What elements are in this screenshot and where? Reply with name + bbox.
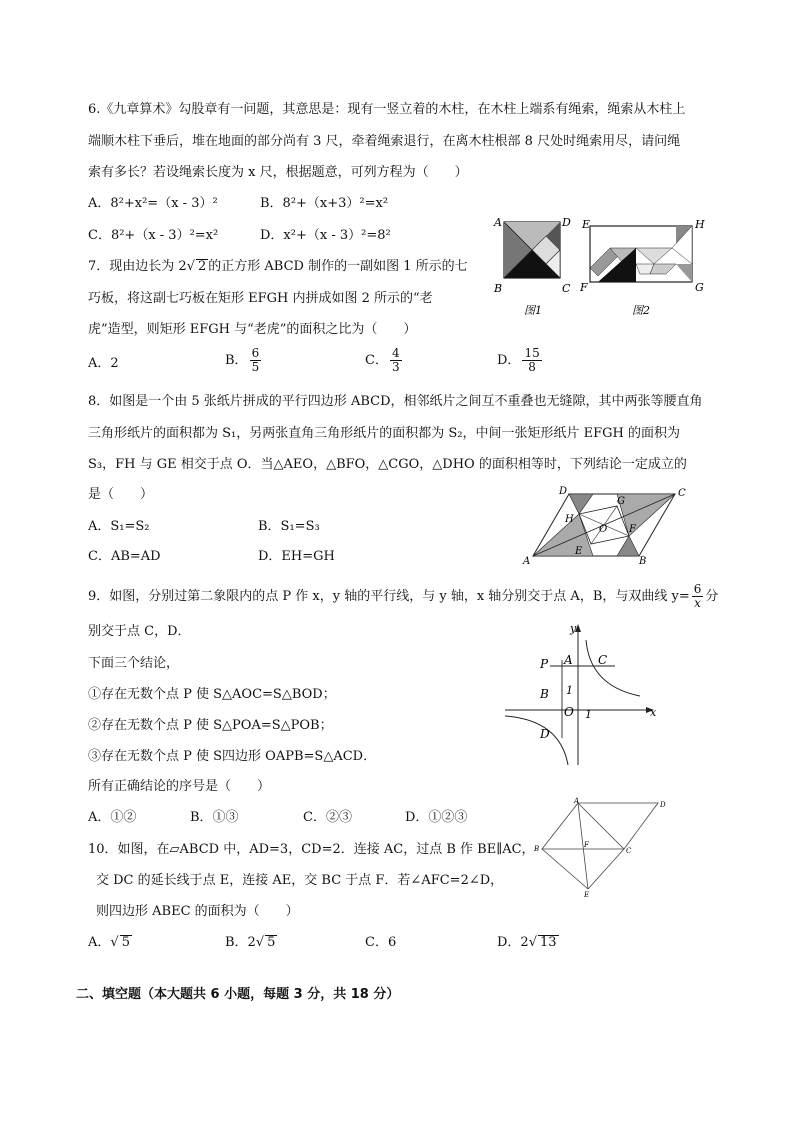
q7-sqrt: √ 2	[186, 259, 207, 274]
fig10-label-e: E	[584, 891, 590, 899]
hyperbola-figure	[500, 620, 665, 768]
q9-conclusion-3: ③存在无数个点 P 使 S四边形 OAPB=S△ACD．	[88, 749, 377, 764]
q8-line2: 三角形纸片的面积都为 S₁，另两张直角三角形纸片的面积都为 S₂，中间一张矩形纸片 EFGH 的面积为	[88, 426, 680, 441]
parallelogram-figure	[515, 484, 695, 566]
fig9-label-o: O	[564, 705, 574, 719]
fig8-label-c: C	[678, 488, 686, 499]
q6-option-a: A．8²+x²=（x - 3）²	[88, 196, 218, 211]
fig9-axis-y: y	[570, 622, 577, 635]
q9-line1	[88, 583, 718, 610]
fig9-axis-x: x	[650, 706, 657, 719]
fig8-label-b: B	[639, 556, 647, 566]
q9-line1-a: 9．如图，分别过第二象限内的点 P 作 x，y 轴的平行线，与 y 轴，x 轴分别交于点 A，B，与双曲线 y=	[88, 589, 690, 604]
q6-line1: 6.《九章算术》勾股章有一问题，其意思是：现有一竖立着的木柱，在木柱上端系有绳索，绳索从木柱上	[88, 102, 686, 117]
fig8-label-d: D	[559, 486, 568, 497]
tangram-square-figure	[493, 216, 571, 317]
fig9-label-a: A	[564, 653, 573, 667]
q6-line2: 端顺木柱下垂后，堆在地面的部分尚有 3 尺，牵着绳索退行，在离木柱根部 8 尺处时绳索用尽，请问绳	[88, 134, 681, 149]
fig10-label-c: C	[626, 847, 632, 855]
fig1-label-b: B	[494, 282, 503, 295]
tangram-figures	[490, 212, 715, 324]
q9-line7: 所有正确结论的序号是（ ）	[88, 779, 271, 794]
fig10-label-d: D	[660, 801, 666, 809]
q10-line1: 10．如图，在▱ABCD 中，AD=3，CD=2．连接 AC，过点 B 作 BE∥AC，	[88, 842, 535, 857]
q8-line4: 是（ ）	[88, 487, 154, 502]
q10-option-d: D．2√ 13	[497, 935, 557, 950]
q10-option-c: C．6	[365, 935, 397, 950]
q7-line1	[88, 258, 468, 276]
fig8-label-f: F	[629, 524, 636, 535]
fig8-label-e: E	[575, 546, 583, 557]
fig10-label-a: A	[574, 797, 580, 805]
q9-line2: 别交于点 C，D．	[88, 624, 191, 639]
q9-line1-b: 分	[705, 589, 719, 604]
fig8-label-h: H	[565, 514, 574, 525]
fig1-label-d: D	[562, 216, 571, 229]
q9-conclusion-1: ①存在无数个点 P 使 S△AOC=S△BOD；	[88, 687, 336, 702]
q6-option-b: B．8²+（x+3）²=x²	[260, 196, 389, 211]
fig9-label-b: B	[540, 687, 549, 701]
fig2-label-g: G	[695, 281, 704, 294]
q7-option-a: A．2	[88, 356, 119, 371]
section-heading-fill-in: 二、填空题（本大题共 6 小题，每题 3 分，共 18 分）	[76, 987, 400, 1002]
q10-line3: 则四边形 ABEC 的面积为（ ）	[96, 904, 299, 919]
q9-fraction: $\frac{6}{x}$	[693, 582, 702, 610]
q8-option-b: B．S₁=S₃	[258, 519, 320, 534]
q10-line2: 交 DC 的延长线于点 E，连接 AE，交 BC 于点 F．若∠AFC=2∠D，	[96, 873, 504, 888]
fig8-label-a: A	[523, 556, 531, 566]
tiger-rectangle-figure	[579, 218, 705, 317]
parallelogram-abcd-figure	[530, 795, 675, 900]
fig1-caption: 图1	[524, 304, 542, 317]
fig9-tick-y: 1	[566, 684, 573, 697]
fig8-label-g: G	[617, 496, 625, 507]
q9-option-b: B．①③	[190, 810, 239, 825]
fig2-caption: 图2	[632, 304, 650, 317]
q10-option-b: B．2√ 5	[225, 935, 276, 950]
fig2-label-f: F	[580, 281, 588, 294]
fig9-label-p: P	[540, 657, 549, 671]
q10-option-a: A．√ 5	[88, 935, 130, 950]
q9-conclusion-2: ②存在无数个点 P 使 S△POA=S△POB；	[88, 718, 333, 733]
fig1-label-a: A	[494, 216, 502, 229]
q9-line3: 下面三个结论，	[88, 656, 180, 671]
q9-option-c: C．②③	[303, 810, 352, 825]
fig9-label-d: D	[540, 727, 550, 741]
fig10-label-b: B	[534, 845, 540, 853]
fig8-label-o: O	[599, 524, 608, 535]
q8-line1: 8．如图是一个由 5 张纸片拼成的平行四边形 ABCD，相邻纸片之间互不重叠也无缝隙，其中两张等腰直角	[88, 394, 703, 409]
q7-line2: 巧板，将这副七巧板在矩形 EFGH 内拼成如图 2 所示的“老	[88, 291, 433, 306]
q6-option-d: D．x²+（x - 3）²=8²	[260, 228, 391, 243]
q6-option-c: C．8²+（x - 3）²=x²	[88, 228, 219, 243]
q7-line1-a: 7．现由边长为 2	[88, 259, 187, 274]
q7-line1-b: 的正方形 ABCD 制作的一副如图 1 所示的七	[208, 259, 468, 274]
fig2-label-e: E	[582, 218, 591, 231]
q7-option-d: D． $\frac{15}{8}$	[497, 346, 540, 374]
q7-option-b: B． $\frac{6}{5}$	[225, 346, 260, 374]
fig1-label-c: C	[562, 282, 571, 295]
fig9-label-c: C	[598, 653, 608, 667]
fig9-tick-x: 1	[585, 708, 592, 721]
fig10-label-f: F	[584, 841, 589, 849]
q8-option-c: C．AB=AD	[88, 549, 161, 564]
q6-line3: 索有多长？若设绳索长度为 x 尺，根据题意，可列方程为（ ）	[88, 165, 468, 180]
q7-line3: 虎”造型，则矩形 EFGH 与“老虎”的面积之比为（ ）	[88, 322, 417, 337]
q9-option-d: D．①②③	[405, 810, 468, 825]
q9-option-a: A．①②	[88, 810, 137, 825]
fig2-label-h: H	[695, 218, 705, 231]
q8-option-d: D．EH=GH	[258, 549, 335, 564]
q7-option-c: C． $\frac{4}{3}$	[365, 346, 400, 374]
q8-option-a: A．S₁=S₂	[88, 519, 150, 534]
q8-line3: S₃，FH 与 GE 相交于点 O．当△AEO，△BFO，△CGO，△DHO 的面积相等时，下列结论一定成立的	[88, 457, 687, 472]
